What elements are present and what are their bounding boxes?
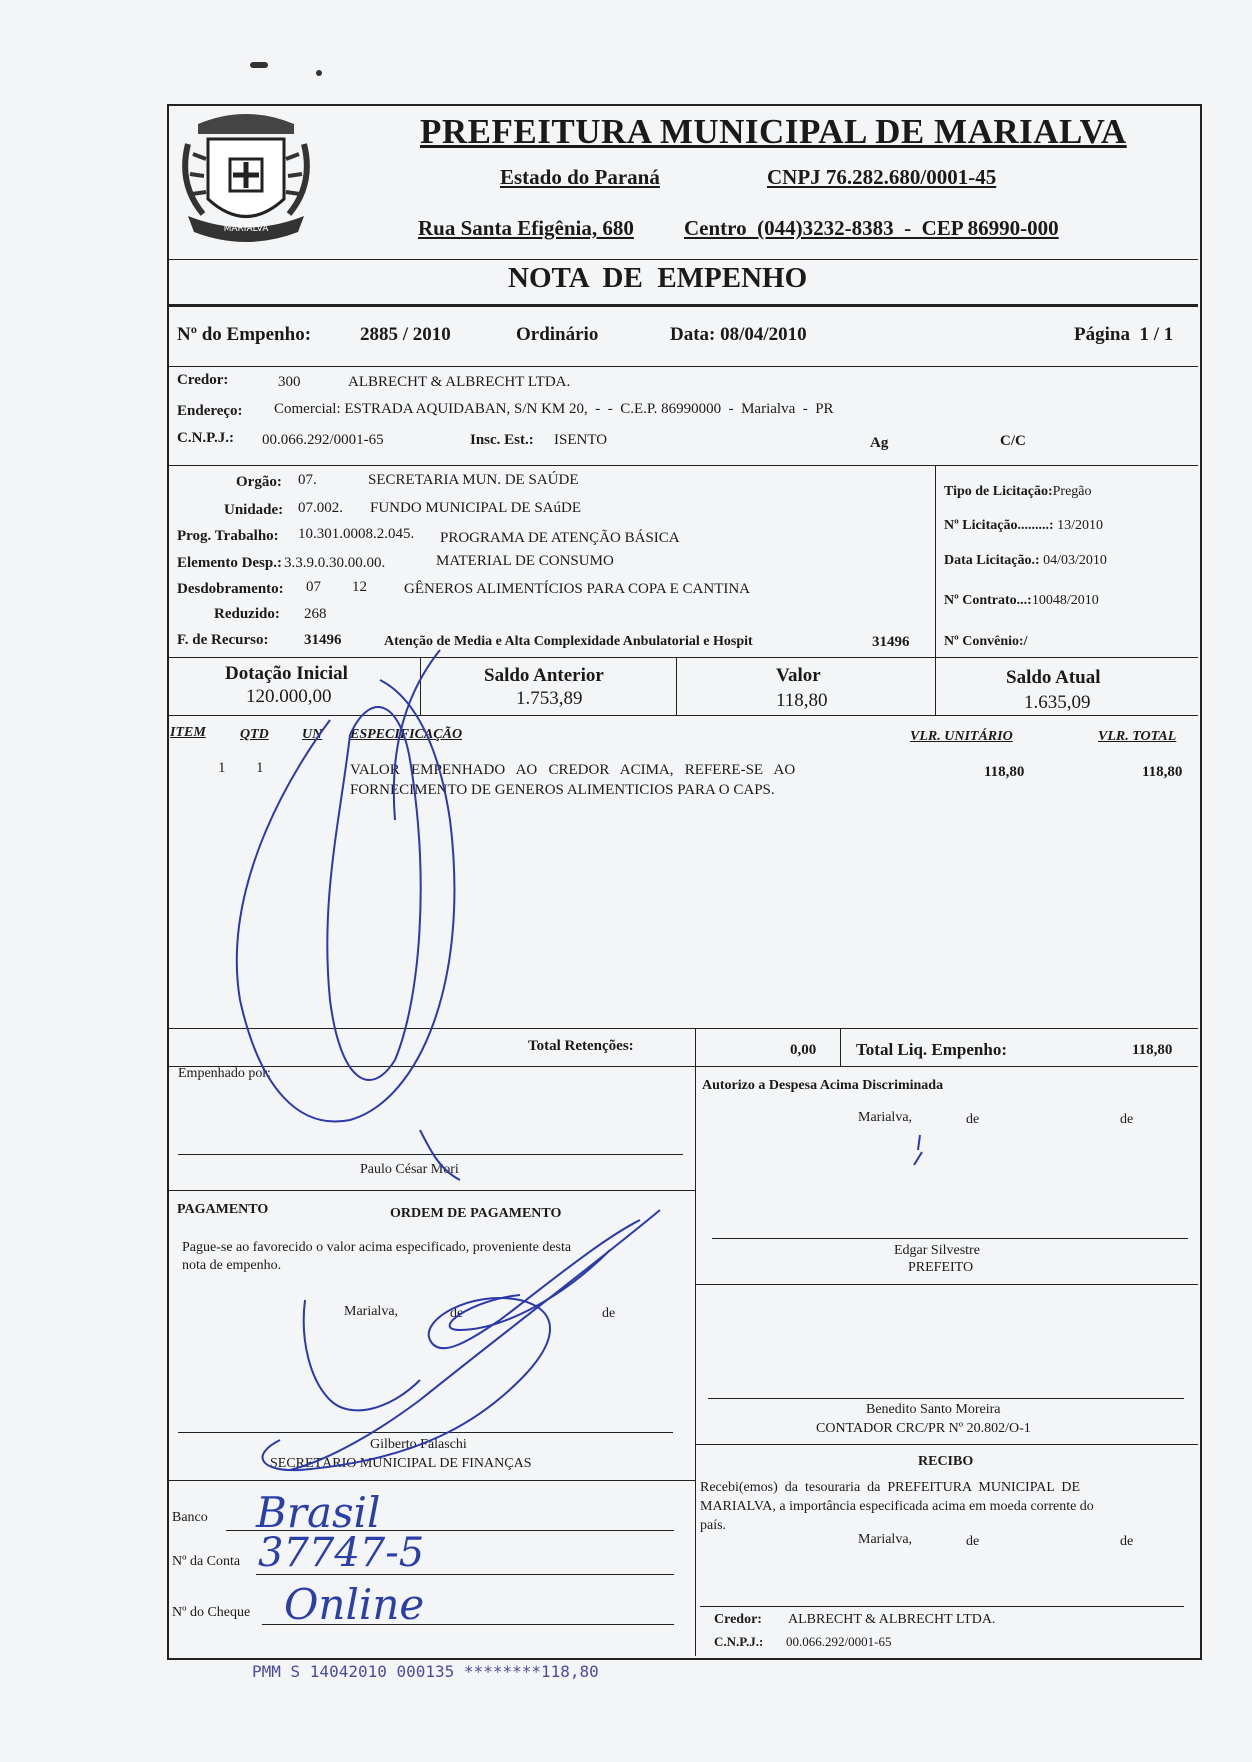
prog-label: Prog. Trabalho: bbox=[177, 528, 279, 544]
ordem-pagamento: ORDEM DE PAGAMENTO bbox=[390, 1206, 562, 1221]
col-especificacao: ESPECIFICAÇÃO bbox=[350, 727, 463, 742]
desd-b: 12 bbox=[352, 579, 367, 595]
desd-name: GÊNEROS ALIMENTÍCIOS PARA COPA E CANTINA bbox=[404, 581, 751, 597]
unidade-label: Unidade: bbox=[224, 502, 284, 518]
recurso-code-2: 31496 bbox=[872, 634, 910, 650]
recibo-place: Marialva, bbox=[858, 1532, 913, 1547]
credor-name: ALBRECHT & ALBRECHT LTDA. bbox=[348, 374, 571, 390]
banco-handwritten: Brasil bbox=[256, 1488, 381, 1537]
contador-name: Benedito Santo Moreira bbox=[866, 1402, 1001, 1417]
pagamento-de-2: de bbox=[602, 1306, 616, 1321]
page-title: PREFEITURA MUNICIPAL DE MARIALVA bbox=[420, 112, 1127, 151]
row-unit-price: 118,80 bbox=[984, 764, 1025, 780]
pagamento-place: Marialva, bbox=[344, 1304, 399, 1319]
elem-code: 3.3.9.0.30.00.00. bbox=[284, 555, 386, 571]
credor-label: Credor: bbox=[177, 372, 229, 388]
document-title: NOTA DE EMPENHO bbox=[508, 262, 808, 294]
reduzido-value: 268 bbox=[304, 606, 327, 622]
conta-label: Nº da Conta bbox=[172, 1554, 241, 1569]
recurso-name: Atenção de Media e Alta Complexidade Anbulatorial e Hospit bbox=[384, 634, 753, 649]
dotacao-value: 120.000,00 bbox=[246, 686, 332, 707]
financas-name: Gilberto Falaschi bbox=[370, 1437, 467, 1452]
cheque-label: Nº do Cheque bbox=[172, 1605, 251, 1620]
orgao-label: Orgão: bbox=[236, 474, 282, 490]
row-item: 1 bbox=[218, 760, 226, 776]
col-qtd: QTD bbox=[240, 727, 269, 742]
cheque-handwritten: Online bbox=[284, 1580, 425, 1629]
desd-a: 07 bbox=[306, 579, 321, 595]
unidade-code: 07.002. bbox=[298, 500, 343, 516]
reduzido-label: Reduzido: bbox=[214, 606, 280, 622]
recibo-text-3: país. bbox=[700, 1518, 727, 1533]
endereco-label: Endereço: bbox=[177, 403, 243, 419]
scan-mark bbox=[250, 62, 268, 68]
header-address: Rua Santa Efigênia, 680 bbox=[418, 216, 634, 240]
empenhado-name: Paulo César Mori bbox=[360, 1162, 459, 1177]
valor-value: 118,80 bbox=[776, 690, 828, 711]
row-total-price: 118,80 bbox=[1142, 764, 1183, 780]
empenho-type: Ordinário bbox=[516, 324, 599, 345]
scan-mark bbox=[316, 70, 322, 76]
page-number: Página 1 / 1 bbox=[1074, 324, 1174, 345]
orgao-name: SECRETARIA MUN. DE SAÚDE bbox=[368, 472, 579, 488]
municipal-coat-of-arms bbox=[178, 104, 314, 256]
retencoes-value: 0,00 bbox=[790, 1042, 817, 1058]
saldo-anterior-value: 1.753,89 bbox=[516, 688, 583, 709]
ag-label: Ag bbox=[870, 435, 889, 451]
autorizo-de-2: de bbox=[1120, 1112, 1134, 1127]
dotacao-label: Dotação Inicial bbox=[225, 663, 348, 684]
valor-label: Valor bbox=[776, 665, 821, 686]
col-vlr-unitario: VLR. UNITÁRIO bbox=[910, 729, 1013, 744]
empenhado-label: Empenhado por: bbox=[178, 1066, 271, 1081]
total-liq-label: Total Liq. Empenho: bbox=[856, 1040, 1007, 1059]
prog-code: 10.301.0008.2.045. bbox=[298, 526, 415, 542]
autorizo-de-1: de bbox=[966, 1112, 980, 1127]
recibo-de-2: de bbox=[1120, 1534, 1134, 1549]
prefeito-role: PREFEITO bbox=[908, 1260, 974, 1275]
credor-address: Comercial: ESTRADA AQUIDABAN, S/N KM 20, - - C.E.P. 86990000 - Marialva - PR bbox=[274, 401, 834, 417]
banco-label: Banco bbox=[172, 1510, 208, 1525]
recibo-credor-label: Credor: bbox=[714, 1612, 762, 1627]
col-vlr-total: VLR. TOTAL bbox=[1098, 729, 1177, 744]
recibo-text-2: MARIALVA, a importância especificada acima em moeda corrente do bbox=[700, 1499, 1094, 1514]
unidade-name: FUNDO MUNICIPAL DE SAúDE bbox=[370, 500, 581, 516]
insc-value: ISENTO bbox=[554, 432, 608, 448]
header-cnpj: CNPJ 76.282.680/0001-45 bbox=[767, 165, 997, 189]
num-licitacao-label: Nº Licitação.........: 13/2010 bbox=[944, 518, 1103, 533]
total-liq-value: 118,80 bbox=[1132, 1042, 1173, 1058]
recibo-cnpj-label: C.N.P.J.: bbox=[714, 1634, 764, 1649]
row-desc-line1: VALOR EMPENHADO AO CREDOR ACIMA, REFERE-SE AO bbox=[350, 762, 796, 778]
contrato-label: Nº Contrato...:10048/2010 bbox=[944, 593, 1099, 608]
contador-role: CONTADOR CRC/PR Nº 20.802/O-1 bbox=[816, 1421, 1031, 1436]
pagamento-de-1: de bbox=[450, 1306, 464, 1321]
saldo-atual-value: 1.635,09 bbox=[1024, 692, 1091, 713]
elem-name: MATERIAL DE CONSUMO bbox=[436, 553, 614, 569]
credor-code: 300 bbox=[278, 374, 301, 390]
recibo-text-1: Recebi(emos) da tesouraria da PREFEITURA MUNICIPAL DE bbox=[700, 1480, 1081, 1495]
saldo-anterior-label: Saldo Anterior bbox=[484, 665, 604, 686]
row-desc-line2: FORNECIMENTO DE GENEROS ALIMENTICIOS PARA O CAPS. bbox=[350, 782, 775, 798]
pagamento-label: PAGAMENTO bbox=[177, 1202, 269, 1217]
pagamento-text-1: Pague-se ao favorecido o valor acima especificado, proveniente desta bbox=[182, 1240, 572, 1255]
empenho-label: Nº do Empenho: bbox=[177, 324, 312, 345]
retencoes-label: Total Retenções: bbox=[528, 1038, 634, 1054]
header-state: Estado do Paraná bbox=[500, 165, 660, 189]
print-stamp: PMM S 14042010 000135 ********118,80 bbox=[252, 1662, 599, 1681]
insc-label: Insc. Est.: bbox=[470, 432, 534, 448]
autorizo-place: Marialva, bbox=[858, 1110, 913, 1125]
pagamento-text-2: nota de empenho. bbox=[182, 1258, 282, 1273]
elem-label: Elemento Desp.: bbox=[177, 555, 282, 571]
data-licitacao-label: Data Licitação.: 04/03/2010 bbox=[944, 553, 1107, 568]
saldo-atual-label: Saldo Atual bbox=[1006, 667, 1101, 688]
svg-text:MARIALVA: MARIALVA bbox=[223, 224, 269, 234]
recurso-code: 31496 bbox=[304, 632, 342, 648]
recibo-credor: ALBRECHT & ALBRECHT LTDA. bbox=[788, 1612, 996, 1627]
cnpj-label: C.N.P.J.: bbox=[177, 430, 234, 446]
autorizo-title: Autorizo a Despesa Acima Discriminada bbox=[702, 1078, 944, 1093]
col-item: ITEM bbox=[170, 725, 206, 740]
desd-label: Desdobramento: bbox=[177, 581, 284, 597]
header-contact: Centro (044)3232-8383 - CEP 86990-000 bbox=[684, 216, 1059, 240]
row-qtd: 1 bbox=[256, 760, 264, 776]
empenho-date: Data: 08/04/2010 bbox=[670, 324, 807, 345]
prefeito-name: Edgar Silvestre bbox=[894, 1243, 980, 1258]
recibo-cnpj: 00.066.292/0001-65 bbox=[786, 1634, 892, 1649]
tipo-licitacao-label: Tipo de Licitação:Pregão bbox=[944, 484, 1092, 499]
recurso-label: F. de Recurso: bbox=[177, 632, 269, 648]
recibo-de-1: de bbox=[966, 1534, 980, 1549]
orgao-code: 07. bbox=[298, 472, 317, 488]
empenho-number: 2885 / 2010 bbox=[360, 324, 451, 345]
prog-name: PROGRAMA DE ATENÇÃO BÁSICA bbox=[440, 530, 680, 546]
conta-handwritten: 37747-5 bbox=[258, 1530, 425, 1576]
convenio-label: Nº Convênio:/ bbox=[944, 634, 1028, 649]
recibo-title: RECIBO bbox=[918, 1454, 974, 1469]
credor-cnpj: 00.066.292/0001-65 bbox=[262, 432, 384, 448]
financas-role: SECRETÁRIO MUNICIPAL DE FINANÇAS bbox=[270, 1456, 532, 1471]
cc-label: C/C bbox=[1000, 433, 1026, 449]
col-un: UN bbox=[302, 727, 323, 742]
